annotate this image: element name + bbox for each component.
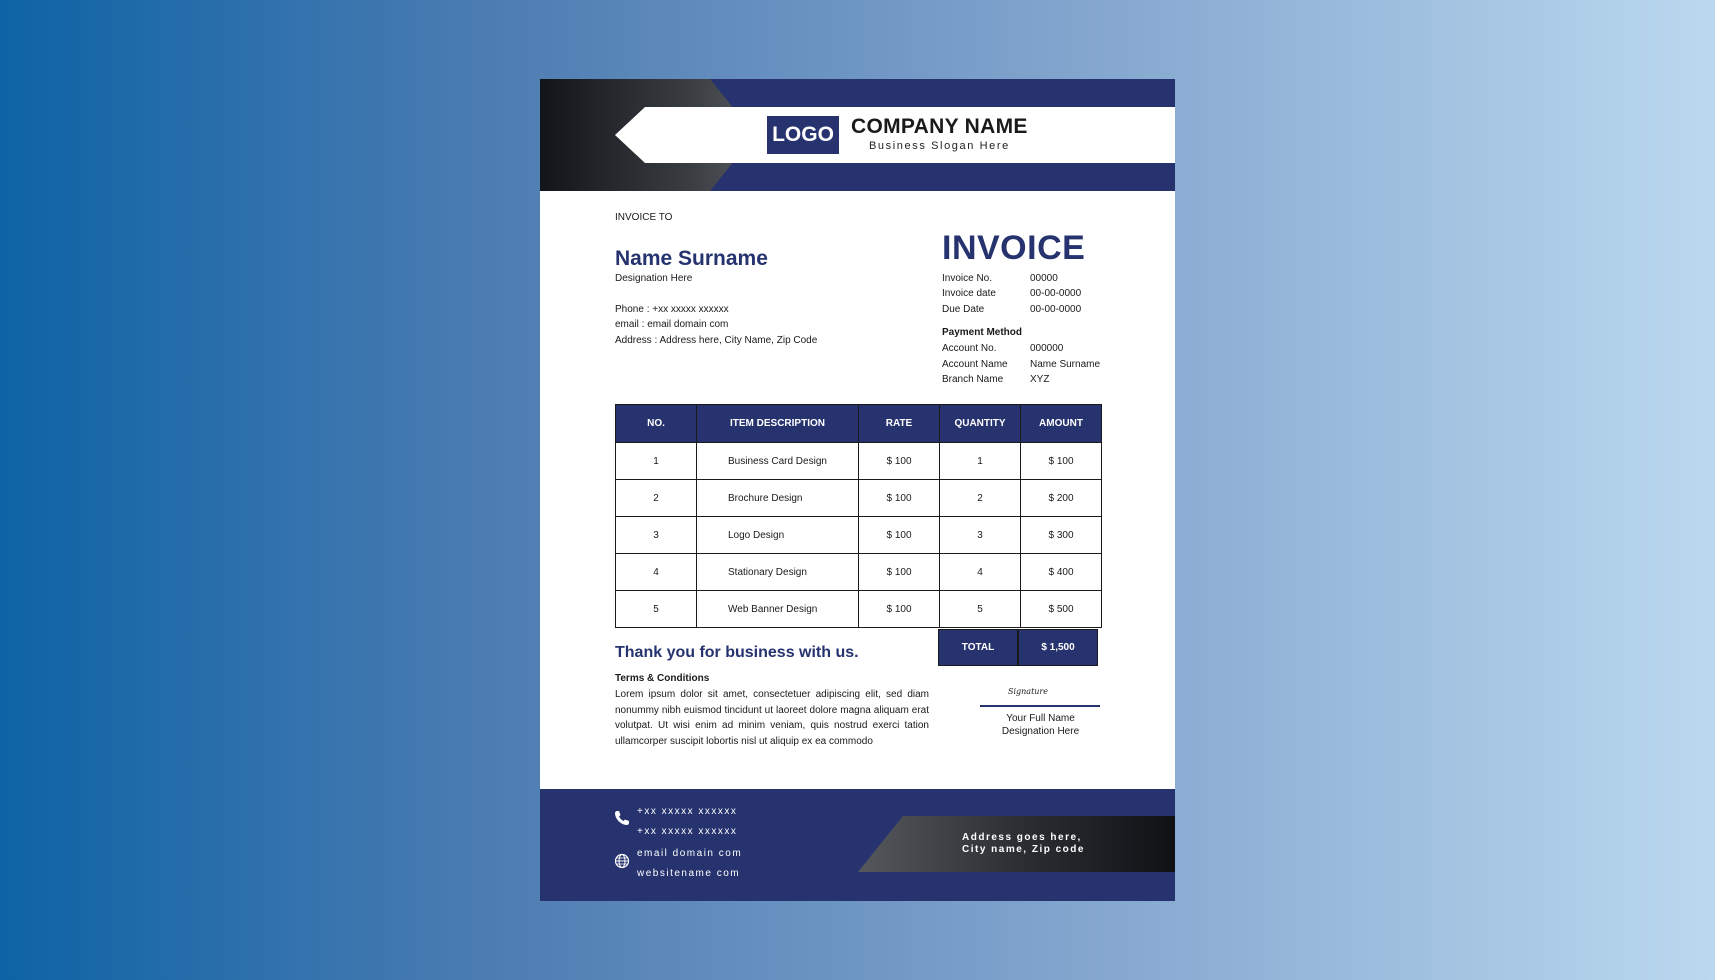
table-header-row bbox=[616, 405, 1102, 443]
table-row bbox=[616, 554, 1102, 591]
cell-rate: $ 100 bbox=[859, 517, 940, 554]
header-description: ITEM DESCRIPTION bbox=[697, 405, 859, 443]
cell-quantity: 3 bbox=[940, 517, 1021, 554]
cell-rate: $ 100 bbox=[859, 480, 940, 517]
cell-quantity: 4 bbox=[940, 554, 1021, 591]
signature-mark: Signature bbox=[1007, 687, 1048, 696]
invoice-date-value: 00-00-0000 bbox=[1030, 288, 1082, 299]
signature-line bbox=[980, 705, 1100, 707]
invoice-to-label: INVOICE TO bbox=[615, 212, 673, 223]
cell-rate: $ 100 bbox=[859, 443, 940, 480]
globe-icon bbox=[614, 853, 630, 869]
company-logo: LOGO bbox=[767, 116, 839, 154]
company-slogan: Business Slogan Here bbox=[869, 140, 1010, 152]
table-row bbox=[616, 480, 1102, 517]
signature-designation: Designation Here bbox=[1001, 726, 1080, 737]
cell-no: 4 bbox=[616, 554, 697, 591]
invoice-no-value: 00000 bbox=[1030, 273, 1058, 284]
cell-amount: $ 300 bbox=[1021, 517, 1102, 554]
signature-name: Your Full Name bbox=[1006, 713, 1075, 724]
account-no-label: Account No. bbox=[942, 343, 997, 354]
account-name-value: Name Surname bbox=[1030, 359, 1101, 370]
terms-body: Lorem ipsum dolor sit amet, consectetuer adipiscing elit, sed diam nonummy nibh euismod tincidunt ut laoreet dolore magna aliquam erat volutpat. Ut wisi enim ad minim veniam, quis nostrud exerci tation ullamcorper suscipit lobortis nisl ut aliquip ex ea commodo bbox=[615, 689, 929, 747]
header-rate: RATE bbox=[859, 405, 940, 443]
header-quantity: QUANTITY bbox=[940, 405, 1021, 443]
footer-website: websitename com bbox=[637, 868, 741, 879]
branch-name-label: Branch Name bbox=[942, 374, 1004, 385]
header-amount: AMOUNT bbox=[1021, 405, 1102, 443]
cell-amount: $ 500 bbox=[1021, 591, 1102, 628]
due-date-value: 00-00-0000 bbox=[1030, 304, 1082, 315]
cell-quantity: 2 bbox=[940, 480, 1021, 517]
client-address: Address : Address here, City Name, Zip Code bbox=[615, 335, 818, 346]
footer-phone-2: +xx xxxxx xxxxxx bbox=[637, 826, 738, 837]
table-row bbox=[616, 517, 1102, 554]
footer-phone-1: +xx xxxxx xxxxxx bbox=[637, 806, 738, 817]
cell-quantity: 1 bbox=[940, 443, 1021, 480]
footer-address-line-1: Address goes here, bbox=[962, 832, 1082, 843]
invoice-title: INVOICE bbox=[942, 229, 1086, 267]
table-row bbox=[616, 591, 1102, 628]
cell-description: Web Banner Design bbox=[697, 591, 859, 628]
total-row bbox=[938, 629, 1098, 666]
cell-no: 1 bbox=[616, 443, 697, 480]
client-phone: Phone : +xx xxxxx xxxxxx bbox=[615, 304, 729, 315]
items-table bbox=[615, 404, 1102, 628]
cell-description: Logo Design bbox=[697, 517, 859, 554]
footer-email: email domain com bbox=[637, 848, 743, 859]
cell-description: Business Card Design bbox=[697, 443, 859, 480]
invoice-date-label: Invoice date bbox=[942, 288, 996, 299]
total-value: $ 1,500 bbox=[1018, 629, 1098, 666]
invoice-header bbox=[540, 79, 1175, 191]
company-name: COMPANY NAME bbox=[851, 115, 1028, 138]
table-row bbox=[616, 443, 1102, 480]
client-email: email : email domain com bbox=[615, 319, 729, 330]
cell-description: Stationary Design bbox=[697, 554, 859, 591]
cell-rate: $ 100 bbox=[859, 554, 940, 591]
footer-address bbox=[962, 832, 1085, 856]
thank-you-message: Thank you for business with us. bbox=[615, 644, 859, 661]
phone-icon bbox=[614, 810, 630, 826]
cell-no: 2 bbox=[616, 480, 697, 517]
due-date-label: Due Date bbox=[942, 304, 985, 315]
header-no: NO. bbox=[616, 405, 697, 443]
cell-quantity: 5 bbox=[940, 591, 1021, 628]
branch-name-value: XYZ bbox=[1030, 374, 1050, 385]
cell-amount: $ 100 bbox=[1021, 443, 1102, 480]
client-designation: Designation Here bbox=[615, 273, 693, 284]
account-name-label: Account Name bbox=[942, 359, 1008, 370]
cell-amount: $ 200 bbox=[1021, 480, 1102, 517]
invoice-page bbox=[540, 79, 1175, 901]
payment-method-heading: Payment Method bbox=[942, 327, 1023, 338]
invoice-no-label: Invoice No. bbox=[942, 273, 993, 284]
cell-no: 3 bbox=[616, 517, 697, 554]
account-no-value: 000000 bbox=[1030, 343, 1064, 354]
cell-description: Brochure Design bbox=[697, 480, 859, 517]
cell-no: 5 bbox=[616, 591, 697, 628]
client-name: Name Surname bbox=[615, 247, 768, 270]
footer-address-line-2: City name, Zip code bbox=[962, 844, 1085, 855]
total-label: TOTAL bbox=[938, 629, 1018, 666]
terms-heading: Terms & Conditions bbox=[615, 673, 710, 684]
invoice-footer bbox=[540, 789, 1175, 901]
cell-rate: $ 100 bbox=[859, 591, 940, 628]
cell-amount: $ 400 bbox=[1021, 554, 1102, 591]
